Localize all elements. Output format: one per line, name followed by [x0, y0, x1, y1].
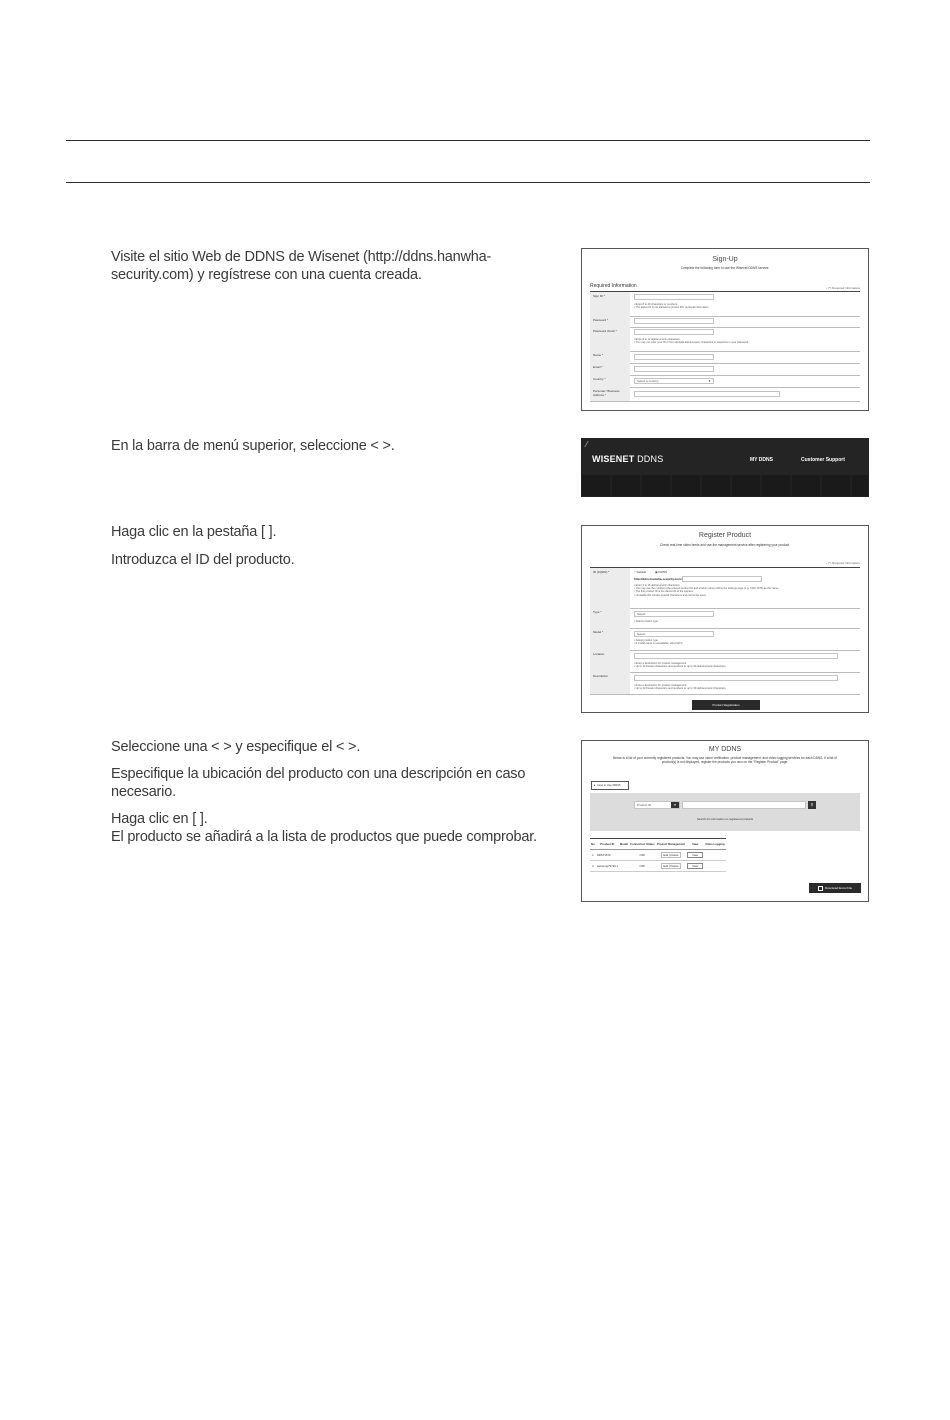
howto-label: How to Use DDNS [597, 783, 621, 787]
product-registration-button[interactable]: Product Registration [692, 700, 760, 710]
signup-label: Country * [590, 375, 630, 387]
cell-video-logging [704, 850, 725, 861]
register-product-screenshot [581, 525, 869, 713]
cell-status: OFF [629, 850, 656, 861]
signup-label: Email * [590, 363, 630, 375]
col-model: Model [619, 839, 629, 850]
signup-address-input[interactable] [634, 391, 780, 397]
step1-text: Visite el sitio Web de DDNS de Wisenet (http://ddns.hanwha-security.com) y regístrese con una cuenta creada. [111, 249, 492, 283]
cell-video-logging [704, 861, 725, 872]
cell-management[interactable] [656, 861, 686, 872]
col-product-management: Product Management [656, 839, 686, 850]
col-connection-status: Connection Status [629, 839, 656, 850]
register-row-id [590, 568, 860, 609]
logo-rest: DDNS [634, 454, 664, 464]
nav-customer-support[interactable]: Customer Support [801, 457, 845, 463]
signup-row-password-check [590, 327, 860, 352]
step3-text: Haga clic en la pestaña [ ]. [111, 524, 277, 540]
cell-no: 2 [590, 861, 596, 872]
register-id-input[interactable] [682, 576, 762, 582]
cell-model [619, 850, 629, 861]
register-label: Model * [590, 628, 630, 650]
register-note: • Select product type. • If model name is unavailable, select ETC. [634, 639, 684, 646]
nav-my-ddns[interactable]: MY DDNS [750, 457, 773, 463]
signup-row-address [590, 387, 860, 402]
table-header-row [590, 839, 726, 850]
search-icon[interactable]: ⚲ [808, 801, 816, 809]
wisenet-nav-screenshot [581, 438, 869, 497]
signup-label: Personal / Business Address * [590, 387, 630, 401]
edit-delete-links[interactable]: Edit | Delete [663, 864, 679, 868]
register-model-select[interactable]: Select [634, 631, 714, 637]
register-note: • Enter 4 to 16 alphanumeric characters. • You may use the numbers (the entered product ID and product name) within the settings page (e.g. XNO-7070) as the name. • The first product ID is the device ID of the camera. • Unusable IDs contain special characters and cannot be used. [634, 584, 779, 597]
register-description-input[interactable] [634, 675, 838, 681]
myddns-title: MY DDNS [708, 746, 742, 753]
signup-country-value: Select a country [637, 379, 659, 383]
top-rule [66, 140, 870, 141]
radio-default-label: Default [636, 570, 647, 574]
view-button[interactable]: View [687, 852, 703, 858]
register-row-location [590, 650, 860, 673]
signup-email-input[interactable] [634, 366, 714, 372]
wisenet-logo[interactable] [592, 454, 663, 464]
register-title: Register Product [698, 532, 752, 539]
register-row-type [590, 608, 860, 629]
step2-text: En la barra de menú superior, seleccione < >. [111, 438, 395, 454]
cell-management[interactable] [656, 850, 686, 861]
cell-model [619, 861, 629, 872]
register-label: ID (FQDN) * [590, 568, 630, 608]
signup-password-input[interactable] [634, 318, 714, 324]
cell-status: OFF [629, 861, 656, 872]
nav-banner [582, 475, 868, 496]
cell-view[interactable] [686, 850, 704, 861]
register-note: • Enter a description for product management. • Up to 30 Korean characters and numbers or up to 30 alphanumeric characters. [634, 662, 727, 669]
signup-id-input[interactable] [634, 294, 714, 300]
view-button[interactable]: View [687, 863, 703, 869]
howto-button[interactable] [591, 781, 629, 790]
signup-label: Name * [590, 351, 630, 363]
signup-row-id [590, 292, 860, 317]
download-excel-button[interactable] [809, 883, 861, 893]
signup-title: Sign-Up [712, 256, 738, 263]
cell-product-id: samsung7572C1 [596, 861, 619, 872]
search-type-value: Product ID [637, 803, 652, 807]
banner-pattern [582, 475, 868, 496]
register-note: • Select product type. [634, 620, 659, 623]
my-ddns-screenshot [581, 740, 869, 902]
step4-text: Introduzca el ID del producto. [111, 552, 295, 568]
col-no: No [590, 839, 596, 850]
signup-password-check-input[interactable] [634, 329, 714, 335]
logo-bold: WISENET [592, 454, 635, 464]
top-menu-bar [582, 439, 868, 475]
register-subtitle: Check real-time video feeds and use the management service after registering your product. [659, 543, 791, 547]
register-label: Location [590, 650, 630, 672]
register-label: Description [590, 672, 630, 694]
radio-filled-icon[interactable]: ◉ [655, 570, 658, 574]
radio-ddns-label: DDNS [658, 570, 667, 574]
wisenet-mark [584, 441, 594, 447]
download-icon [818, 886, 823, 891]
cell-view[interactable] [686, 861, 704, 872]
table-row [590, 861, 726, 872]
step6-text: Especifique la ubicación del producto con una descripción en caso necesario. [111, 766, 526, 800]
table-row [590, 850, 726, 861]
cell-no: 1 [590, 850, 596, 861]
register-row-description [590, 672, 860, 695]
step7a-text: Haga clic en [ ]. [111, 811, 208, 827]
register-radio-group [634, 570, 667, 574]
chevron-down-icon: ▼ [671, 802, 679, 808]
signup-screenshot [581, 248, 869, 411]
register-row-model [590, 628, 860, 651]
search-panel [590, 793, 860, 831]
signup-label: Sign ID * [590, 292, 630, 316]
col-product-id: Product ID [596, 839, 619, 850]
signup-country-select[interactable] [634, 378, 714, 384]
register-location-input[interactable] [634, 653, 838, 659]
download-label: Download Excel File [824, 886, 853, 890]
register-url-text: http://ddns.hanwha-security.com/ [634, 577, 682, 581]
signup-required-note: • (*) Required information [826, 286, 860, 290]
register-label: Type * [590, 608, 630, 628]
register-required-note: • (*) Required information [826, 561, 860, 565]
search-input[interactable] [682, 801, 806, 809]
step5-text: Seleccione una < > y especifique el < >. [111, 739, 361, 755]
signup-note: • Enter 8 to 12 alphanumeric characters. • You may not enter your ID or four identical alphanumeric characters in sequence in your password. [634, 338, 749, 345]
myddns-subtitle: Below is a list of your currently registered products. You may use video verification, product management, and video logging services for each DDNS. If a list of product(s) is not displayed, register the products you own on the "Register Product" page. [613, 756, 837, 764]
col-video-logging: Video Logging [704, 839, 725, 850]
product-table [590, 838, 726, 872]
signup-label: Password * [590, 316, 630, 327]
chevron-down-icon: ▼ [708, 379, 711, 383]
edit-delete-links[interactable]: Edit | Delete [663, 853, 679, 857]
step7b-text: El producto se añadirá a la lista de productos que puede comprobar. [111, 829, 537, 845]
cell-product-id: NRST1572 [596, 850, 619, 861]
register-note: • Enter a description for product management. • Up to 30 Korean characters and numbers or up to 30 alphanumeric characters. [634, 684, 727, 691]
signup-section-title: Required Information [590, 283, 637, 289]
signup-name-input[interactable] [634, 354, 714, 360]
register-type-select[interactable]: Select [634, 611, 714, 617]
col-view: View [686, 839, 704, 850]
search-type-select[interactable] [634, 801, 680, 809]
arrow-right-icon: ▸ [594, 783, 596, 787]
signup-label: Password check * [590, 327, 630, 351]
search-hint: Search for information on registered products [696, 817, 754, 821]
signup-subtitle: Complete the following form to use the Wisenet DDNS service. [680, 266, 770, 270]
signup-note: • Enter 8 to 20 characters or numbers. • The above ID is not allowed to protect IDs' personal information. [634, 303, 710, 310]
bottom-rule [66, 182, 870, 183]
radio-empty-icon[interactable]: ○ [634, 570, 636, 574]
